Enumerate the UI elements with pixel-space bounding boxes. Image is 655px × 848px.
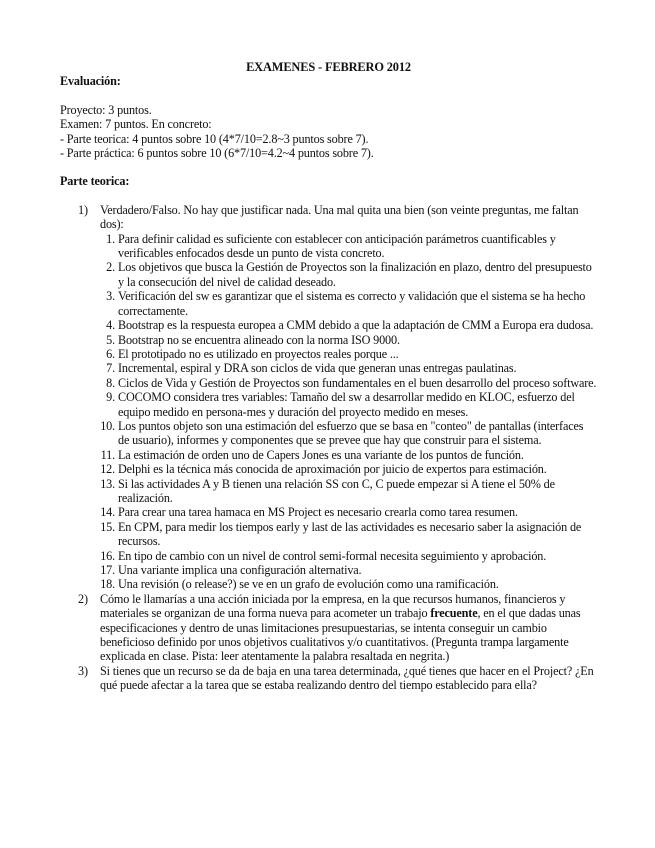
statement-item [100, 289, 597, 318]
statement-text: Verificación del sw es garantizar que el sistema es correcto y validación que el sistema se ha hecho correctamente. [118, 289, 586, 318]
statement-number: 15. [100, 519, 115, 534]
statement-item [100, 505, 597, 519]
theory-heading: Parte teorica: [60, 174, 130, 189]
statement-item [100, 333, 597, 347]
statement-item [100, 577, 597, 591]
statement-item [100, 462, 597, 476]
statement-number: 16. [100, 548, 115, 563]
statement-number: 6. [106, 346, 115, 361]
statement-number: 10. [100, 418, 115, 433]
evaluation-block [60, 103, 597, 161]
statement-number: 2. [106, 260, 115, 275]
statement-number: 1. [106, 231, 115, 246]
statement-item [100, 232, 597, 261]
statement-text: Los objetivos que busca la Gestión de Proyectos son la finalización en plazo, dentro del presupuesto y la consecución del nivel de calidad deseado. [118, 260, 592, 289]
statement-item [100, 563, 597, 577]
question-text-part: , en el que dadas unas especificaciones y dentro de unas limitaciones presupuestarias, se intenta conseguir un cambio beneficioso definido por unos objetivos cualitativos y/o cuantitativos. (Pregunta trampa largamente explicada en clase. Pista: leer atentamente la palabra resaltada en negrita.) [100, 606, 581, 664]
true-false-list [100, 232, 597, 592]
statement-item [100, 549, 597, 563]
question-text: Si tienes que un recurso se da de baja en una tarea determinada, ¿qué tienes que hacer en el Project? ¿En qué puede afectar a la tarea que se estaba realizando dentro del tiempo establecido para ella? [100, 663, 594, 693]
statement-text: El prototipado no es utilizado en proyectos reales porque ... [118, 346, 399, 361]
statement-number: 3. [106, 289, 115, 304]
statement-text: En CPM, para medir los tiempos early y last de las actividades es necesario saber la asignación de recursos. [118, 519, 582, 549]
evaluation-heading: Evaluación: [60, 74, 121, 89]
statement-text: En tipo de cambio con un nivel de control semi-formal necesita seguimiento y aprobación. [118, 548, 547, 563]
statement-number: 5. [106, 332, 115, 347]
statement-text: COCOMO considera tres variables: Tamaño del sw a desarrollar medido en KLOC, esfuerzo del equipo medido en persona-mes y duración del proyecto medido en meses. [118, 390, 575, 419]
evaluation-line: Examen: 7 puntos. En concreto: [60, 117, 212, 132]
bold-keyword: frecuente [430, 606, 478, 621]
statement-text: Ciclos de Vida y Gestión de Proyectos son fundamentales en el buen desarrollo del proceso software. [118, 375, 597, 390]
statement-text: Si las actividades A y B tienen una relación SS con C, C puede empezar si A tiene el 50% de realización. [118, 476, 555, 505]
statement-number: 8. [106, 375, 115, 390]
statement-text: Bootstrap no se encuentra alineado con la norma ISO 9000. [118, 332, 400, 347]
statement-text: Los puntos objeto son una estimación del esfuerzo que se basa en "conteo" de pantallas (interfaces de usuario), informes y componentes que se prevee que hay que construir para el sistema. [118, 418, 584, 448]
question-text-part: Cómo le llamarías a una acción iniciada por la empresa, en la que recursos humanos, financieros y materiales se organizan de una forma nueva para acometer un trabajo [100, 591, 566, 621]
question-text: Verdadero/Falso. No hay que justificar nada. Una mal quita una bien (son veinte preguntas, me faltan dos): [100, 202, 579, 232]
statement-number: 4. [106, 318, 115, 333]
evaluation-line: - Parte práctica: 6 puntos sobre 10 (6*7/10=4.2~4 puntos sobre 7). [60, 146, 374, 161]
evaluation-line: Proyecto: 3 puntos. [60, 102, 152, 117]
question-list [60, 203, 597, 693]
statement-text: Una variante implica una configuración alternativa. [118, 563, 362, 577]
question-2 [60, 592, 597, 664]
statement-number: 9. [106, 390, 115, 405]
evaluation-line: - Parte teorica: 4 puntos sobre 10 (4*7/10=2.8~3 puntos sobre 7). [60, 131, 369, 146]
statement-text: Una revisión (o release?) se ve en un grafo de evolución como una ramificación. [118, 577, 499, 592]
statement-number: 17. [100, 563, 115, 577]
question-number: 3) [78, 663, 88, 678]
question-text [100, 592, 580, 664]
statement-number: 13. [100, 476, 115, 491]
statement-item [100, 361, 597, 375]
document-title: EXAMENES - FEBRERO 2012 [246, 60, 411, 74]
statement-item [100, 376, 597, 390]
question-1 [60, 203, 597, 592]
statement-text: Bootstrap es la respuesta europea a CMM debido a que la adaptación de CMM a Europa era dudosa. [118, 318, 594, 333]
question-number: 2) [78, 591, 88, 606]
statement-item [100, 318, 597, 332]
statement-item [100, 520, 597, 549]
statement-text: Incremental, espiral y DRA son ciclos de vida que generan unas entregas paulatinas. [118, 361, 517, 376]
statement-number: 14. [100, 505, 115, 520]
question-3 [60, 664, 597, 693]
statement-item [100, 260, 597, 289]
statement-text: Para definir calidad es suficiente con establecer con anticipación parámetros cuantificables y verificables enfocados desde un punto de vista concreto. [118, 231, 556, 261]
statement-item [100, 390, 597, 419]
statement-item [100, 347, 597, 361]
statement-item [100, 448, 597, 462]
statement-item [100, 419, 597, 448]
statement-number: 12. [100, 462, 115, 477]
statement-number: 18. [100, 577, 115, 592]
statement-number: 11. [100, 447, 115, 462]
statement-item [100, 477, 597, 506]
statement-number: 7. [106, 361, 115, 376]
question-number: 1) [78, 202, 88, 217]
statement-text: Delphi es la técnica más conocida de aproximación por juicio de expertos para estimación. [118, 462, 547, 477]
statement-text: La estimación de orden uno de Capers Jones es una variante de los puntos de función. [118, 447, 524, 462]
statement-text: Para crear una tarea hamaca en MS Project es necesario crearla como tarea resumen. [118, 505, 518, 520]
